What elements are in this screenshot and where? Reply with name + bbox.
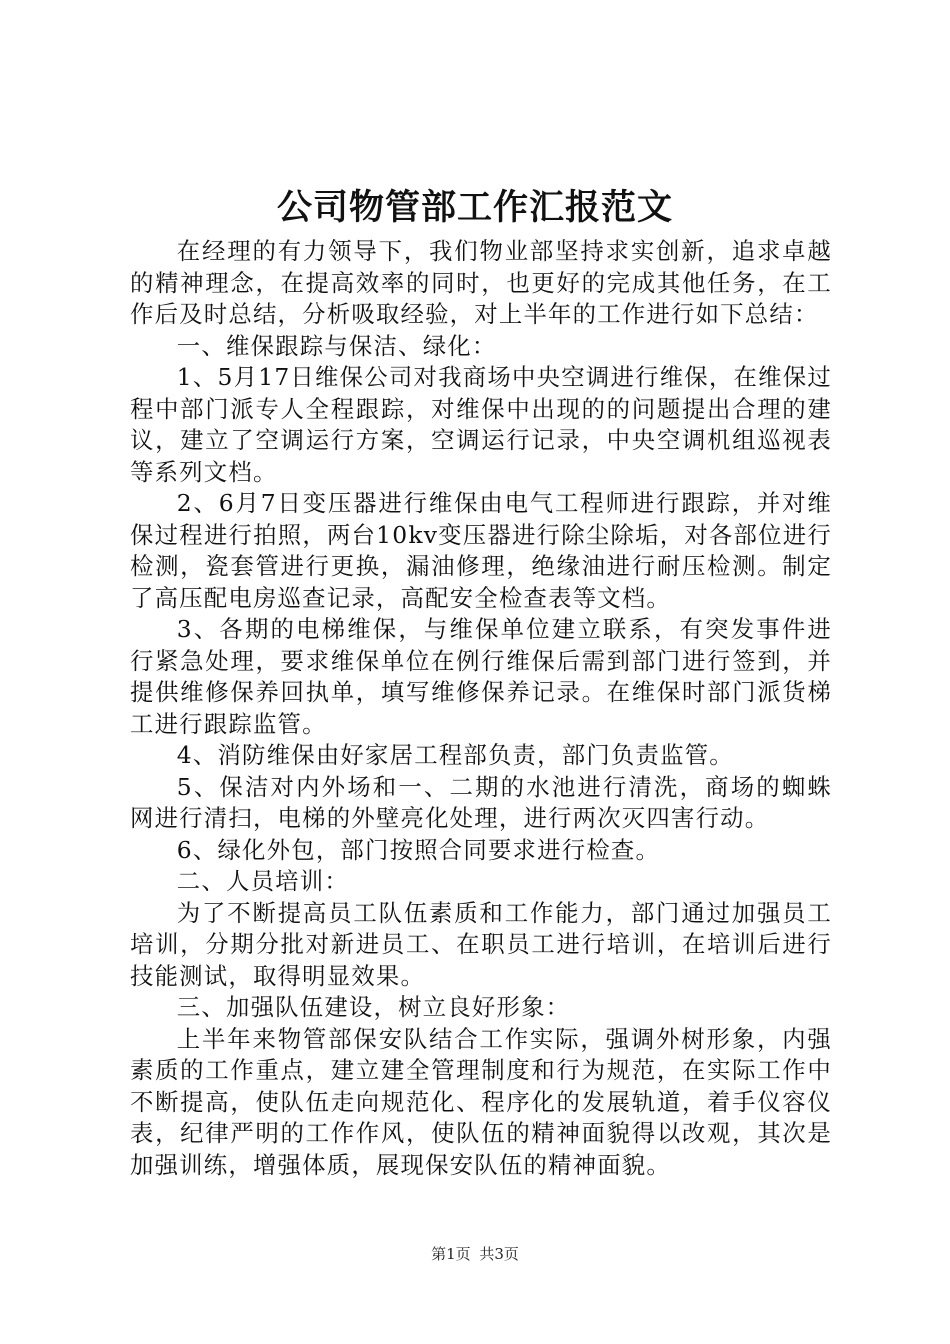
document-body xyxy=(130,236,832,1181)
paragraph-intro: 在经理的有力领导下，我们物业部坚持求实创新，追求卓越的精神理念，在提高效率的同时，也更好的完成其他任务，在工作后及时总结，分析吸取经验，对上半年的工作进行如下总结： xyxy=(130,237,832,328)
section-heading-team: 三、加强队伍建设，树立良好形象： xyxy=(176,993,571,1021)
page-footer xyxy=(0,1244,950,1264)
page-total: 共3页 xyxy=(479,1245,519,1263)
paragraph-item-5: 5、保洁对内外场和一、二期的水池进行清洗，商场的蜘蛛网进行清扫，电梯的外壁亮化处理，进行两次灭四害行动。 xyxy=(130,772,832,832)
section-heading-training: 二、人员培训： xyxy=(176,867,349,895)
paragraph-training: 为了不断提高员工队伍素质和工作能力，部门通过加强员工培训，分期分批对新进员工、在职员工进行培训，在培训后进行技能测试，取得明显效果。 xyxy=(130,898,832,990)
page-number: 第1页 xyxy=(431,1245,471,1263)
paragraph-item-6: 6、绿化外包，部门按照合同要求进行检查。 xyxy=(176,835,661,864)
section-heading-maintenance: 一、维保跟踪与保洁、绿化： xyxy=(176,331,497,360)
paragraph-team: 上半年来物管部保安队结合工作实际，强调外树形象，内强素质的工作重点，建立建全管理制度和行为规范，在实际工作中不断提高，使队伍走向规范化、程序化的发展轨道，着手仪容仪表，纪律严明的工作作风，使队伍的精神面貌得以改观，其次是加强训练，增强体质，展现保安队伍的精神面貌。 xyxy=(130,1024,832,1179)
paragraph-item-2: 2、6月7日变压器进行维保由电气工程师进行跟踪，并对维保过程进行拍照，两台10kv变压器进行除尘除垢，对各部位进行检测，瓷套管进行更换，漏油修理，绝缘油进行耐压检测。制定了高压配电房巡查记录，高配安全检查表等文档。 xyxy=(130,489,832,612)
paragraph-item-1: 1、5月17日维保公司对我商场中央空调进行维保，在维保过程中部门派专人全程跟踪，对维保中出现的的问题提出合理的建议，建立了空调运行方案，空调运行记录，中央空调机组巡视表等系列文档。 xyxy=(130,363,832,486)
paragraph-item-3: 3、各期的电梯维保，与维保单位建立联系，有突发事件进行紧急处理，要求维保单位在例行维保后需到部门进行签到，并提供维修保养回执单，填写维修保养记录。在维保时部门派货梯工进行跟踪监管。 xyxy=(130,615,832,738)
document-title: 公司物管部工作汇报范文 xyxy=(276,187,673,228)
paragraph-item-4: 4、消防维保由好家居工程部负责，部门负责监管。 xyxy=(176,741,734,769)
